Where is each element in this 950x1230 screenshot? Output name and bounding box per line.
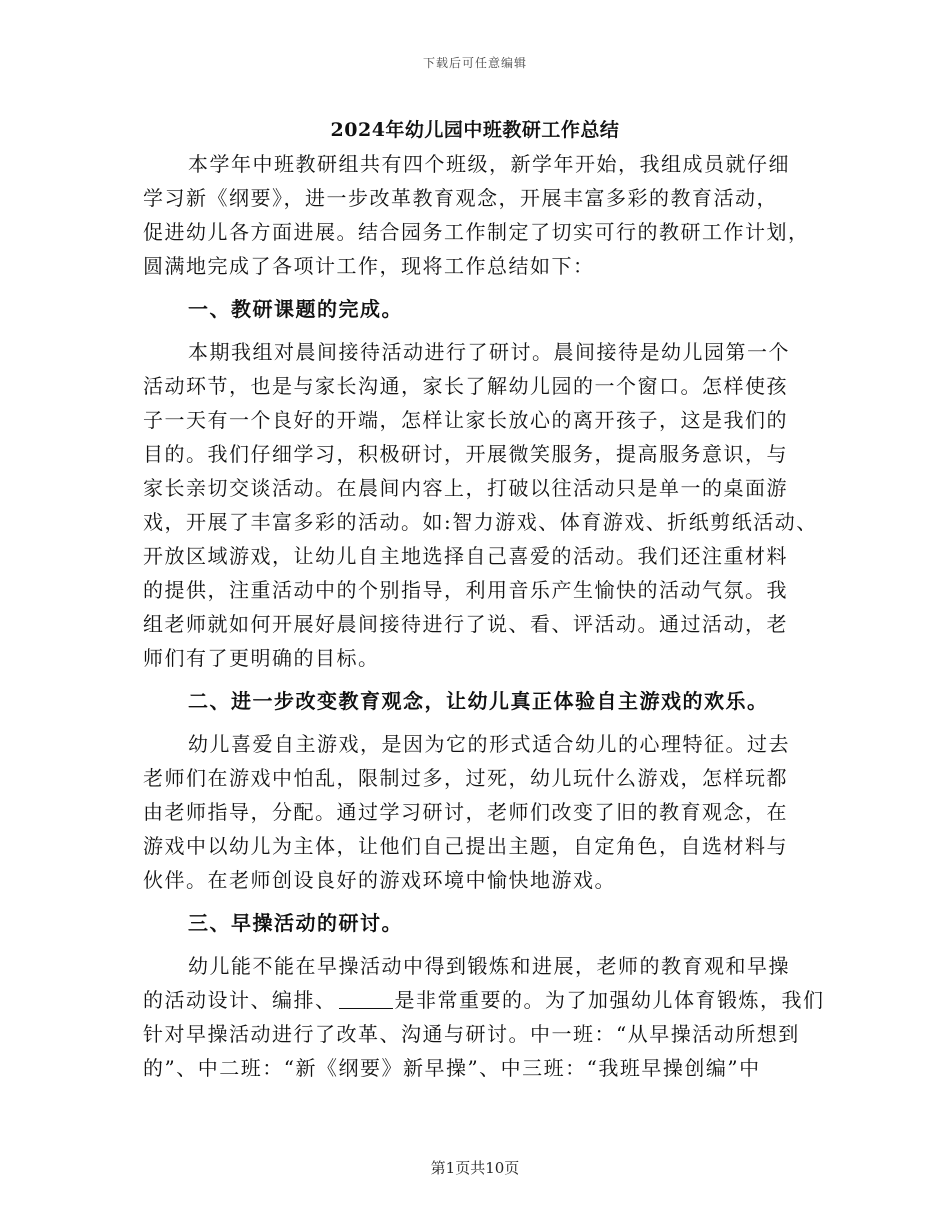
paragraph-line: 幼儿喜爱自主游戏，是因为它的形式适合幼儿的心理特征。过去 xyxy=(188,732,790,756)
paragraph-line: 的提供，注重活动中的个别指导，利用音乐产生愉快的活动气氛。我 xyxy=(143,578,788,602)
paragraph-line: 游戏中以幼儿为主体，让他们自己提出主题，自定角色，自选材料与 xyxy=(143,834,788,858)
paragraph-line: 圆满地完成了各项计工作，现将工作总结如下： xyxy=(143,254,595,278)
paragraph-line: 针对早操活动进行了改革、沟通与研讨。中一班：“从早操活动所想到 xyxy=(143,1022,800,1046)
line-segment: 是非常重要的。为了加强幼儿体育锻炼，我们 xyxy=(394,988,825,1012)
header-note: 下载后可任意编辑 xyxy=(422,56,527,70)
paragraph-line: 家长亲切交谈活动。在晨间内容上，打破以往活动只是单一的桌面游 xyxy=(143,476,788,500)
paragraph-line: 本期我组对晨间接待活动进行了研讨。晨间接待是幼儿园第一个 xyxy=(188,340,790,364)
paragraph-line: 促进幼儿各方面进展。结合园务工作制定了切实可行的教研工作计划， xyxy=(143,220,810,244)
paragraph-line: 由老师指导，分配。通过学习研讨，老师们改变了旧的教育观念，在 xyxy=(143,800,788,824)
paragraph-line: 目的。我们仔细学习，积极研讨，开展微笑服务，提高服务意识，与 xyxy=(143,442,788,466)
paragraph-line: 戏，开展了丰富多彩的活动。如:智力游戏、体育游戏、折纸剪纸活动、 xyxy=(143,510,818,534)
paragraph-line: 学习新《纲要》，进一步改革教育观念，开展丰富多彩的教育活动， xyxy=(143,186,778,210)
line-segment: 的活动设计、编排、 xyxy=(143,988,337,1012)
paragraph-line: 活动环节，也是与家长沟通，家长了解幼儿园的一个窗口。怎样使孩 xyxy=(143,374,788,398)
fill-in-blank xyxy=(339,988,393,1009)
paragraph-line: 师们有了更明确的目标。 xyxy=(143,646,380,670)
paragraph-line: 组老师就如何开展好晨间接待进行了说、看、评活动。通过活动，老 xyxy=(143,612,788,636)
paragraph-line: 子一天有一个良好的开端，怎样让家长放心的离开孩子，这是我们的 xyxy=(143,408,788,432)
paragraph-line xyxy=(143,983,825,1017)
section-heading-2: 二、进一步改变教育观念，让幼儿真正体验自主游戏的欢乐。 xyxy=(188,689,769,713)
page-number-footer: 第1页共10页 xyxy=(430,1159,520,1177)
paragraph-line: 伙伴。在老师创设良好的游戏环境中愉快地游戏。 xyxy=(143,868,616,892)
document-title: 2024年幼儿园中班教研工作总结 xyxy=(330,119,620,141)
section-heading-3: 三、早操活动的研讨。 xyxy=(188,911,403,935)
section-heading-1: 一、教研课题的完成。 xyxy=(188,297,403,321)
paragraph-line: 本学年中班教研组共有四个班级，新学年开始，我组成员就仔细 xyxy=(188,152,790,176)
paragraph-line: 幼儿能不能在早操活动中得到锻炼和进展，老师的教育观和早操 xyxy=(188,954,790,978)
paragraph-line: 老师们在游戏中怕乱，限制过多，过死，幼儿玩什么游戏，怎样玩都 xyxy=(143,766,788,790)
paragraph-line: 开放区域游戏，让幼儿自主地选择自己喜爱的活动。我们还注重材料 xyxy=(143,544,788,568)
paragraph-line: 的”、中二班：“新《纲要》新早操”、中三班：“我班早操创编”中 xyxy=(143,1056,761,1080)
